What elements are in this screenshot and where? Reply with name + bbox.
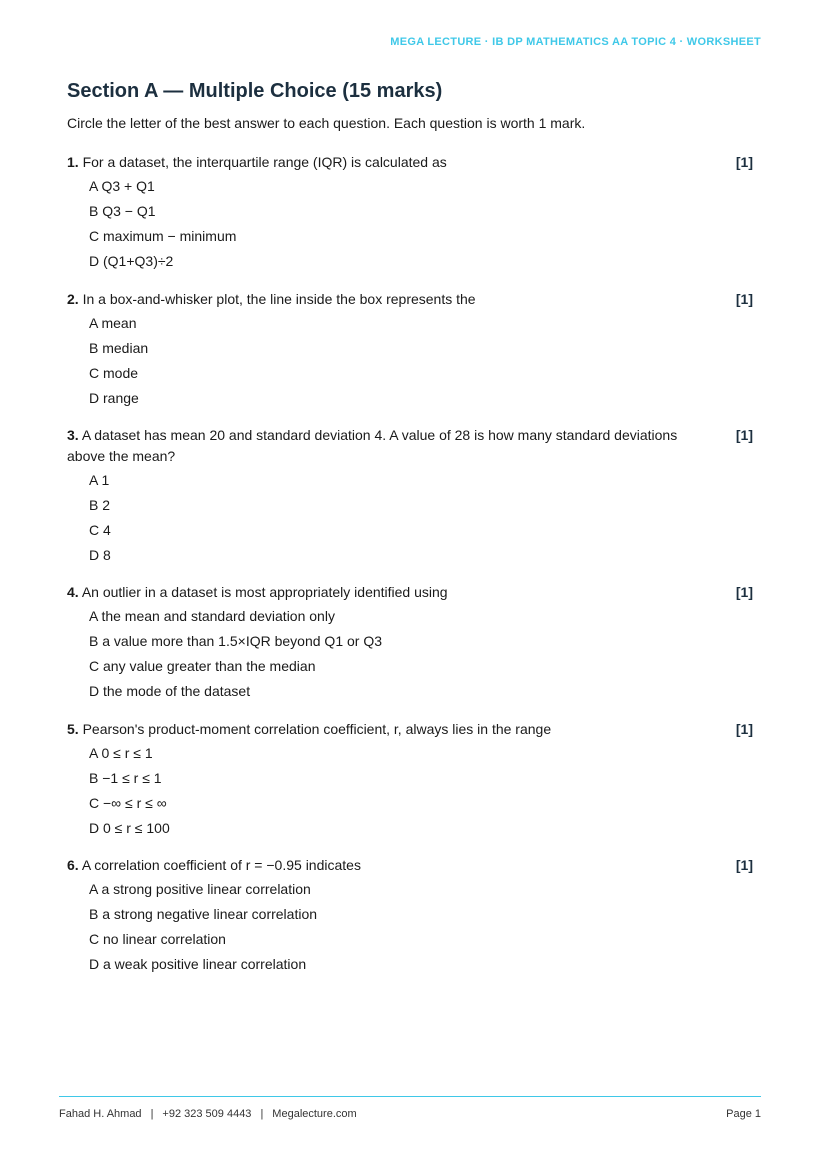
page-header: MEGA LECTURE · IB DP MATHEMATICS AA TOPIC 4 · WORKSHEET — [390, 36, 761, 48]
question-number: 3. — [67, 427, 79, 443]
option-b[interactable]: B a strong negative linear correlation — [89, 906, 318, 922]
option-list — [89, 879, 755, 979]
option-list — [89, 470, 755, 570]
option-c[interactable]: C no linear correlation — [89, 931, 226, 947]
section-instructions: Circle the letter of the best answer to each question. Each question is worth 1 mark. — [67, 115, 586, 131]
footer-author: Fahad H. Ahmad — [59, 1108, 142, 1120]
option-a[interactable]: A 0 ≤ r ≤ 1 — [89, 745, 153, 761]
question-marks: [1] — [735, 154, 753, 170]
footer-separator: | — [260, 1108, 264, 1120]
option-d[interactable]: D a weak positive linear correlation — [89, 956, 307, 972]
option-a[interactable]: A Q3 + Q1 — [89, 178, 155, 194]
question-text: For a dataset, the interquartile range (IQR) is calculated as — [82, 154, 447, 170]
question-marks: [1] — [735, 291, 753, 307]
option-list — [89, 176, 755, 276]
option-list — [89, 313, 755, 413]
option-a[interactable]: A the mean and standard deviation only — [89, 608, 335, 624]
footer-phone: +92 323 509 4443 — [162, 1108, 252, 1120]
option-d[interactable]: D 8 — [89, 547, 111, 563]
question-6 — [67, 855, 755, 979]
question-4 — [67, 582, 755, 706]
option-b[interactable]: B median — [89, 340, 149, 356]
option-c[interactable]: C maximum − minimum — [89, 228, 237, 244]
footer-contact — [59, 1108, 357, 1120]
option-a[interactable]: A mean — [89, 315, 137, 331]
question-marks: [1] — [735, 857, 753, 873]
option-c[interactable]: C mode — [89, 365, 139, 381]
option-c[interactable]: C 4 — [89, 522, 111, 538]
option-d[interactable]: D range — [89, 390, 139, 406]
footer-divider — [59, 1096, 761, 1097]
question-number: 5. — [67, 721, 79, 737]
option-d[interactable]: D (Q1+Q3)÷2 — [89, 253, 174, 269]
option-c[interactable]: C any value greater than the median — [89, 658, 316, 674]
option-b[interactable]: B Q3 − Q1 — [89, 203, 156, 219]
option-d[interactable]: D 0 ≤ r ≤ 100 — [89, 820, 170, 836]
question-1 — [67, 152, 755, 276]
question-number: 2. — [67, 291, 79, 307]
question-text: Pearson's product-moment correlation coefficient, r, always lies in the range — [82, 721, 552, 737]
option-d[interactable]: D the mode of the dataset — [89, 683, 251, 699]
question-marks: [1] — [735, 427, 753, 443]
question-number: 4. — [67, 584, 79, 600]
question-text: A dataset has mean 20 and standard deviation 4. A value of 28 is how many standard deviations above the mean? — [67, 427, 678, 464]
option-a[interactable]: A 1 — [89, 472, 110, 488]
question-marks: [1] — [735, 584, 753, 600]
question-number: 6. — [67, 857, 79, 873]
option-b[interactable]: B 2 — [89, 497, 111, 513]
option-b[interactable]: B −1 ≤ r ≤ 1 — [89, 770, 162, 786]
footer-website[interactable]: Megalecture.com — [272, 1108, 357, 1120]
question-text: In a box-and-whisker plot, the line inside the box represents the — [82, 291, 476, 307]
page-number: Page 1 — [726, 1108, 761, 1120]
question-2 — [67, 289, 755, 413]
footer-separator: | — [150, 1108, 154, 1120]
question-text: An outlier in a dataset is most appropriately identified using — [81, 584, 448, 600]
option-list — [89, 606, 755, 706]
question-marks: [1] — [735, 721, 753, 737]
section-title: Section A — Multiple Choice (15 marks) — [67, 80, 443, 102]
question-3 — [67, 425, 755, 570]
option-a[interactable]: A a strong positive linear correlation — [89, 881, 311, 897]
option-b[interactable]: B a value more than 1.5×IQR beyond Q1 or Q3 — [89, 633, 383, 649]
option-list — [89, 743, 755, 843]
question-number: 1. — [67, 154, 79, 170]
option-c[interactable]: C −∞ ≤ r ≤ ∞ — [89, 795, 167, 811]
question-text: A correlation coefficient of r = −0.95 indicates — [81, 857, 361, 873]
question-5 — [67, 719, 755, 843]
